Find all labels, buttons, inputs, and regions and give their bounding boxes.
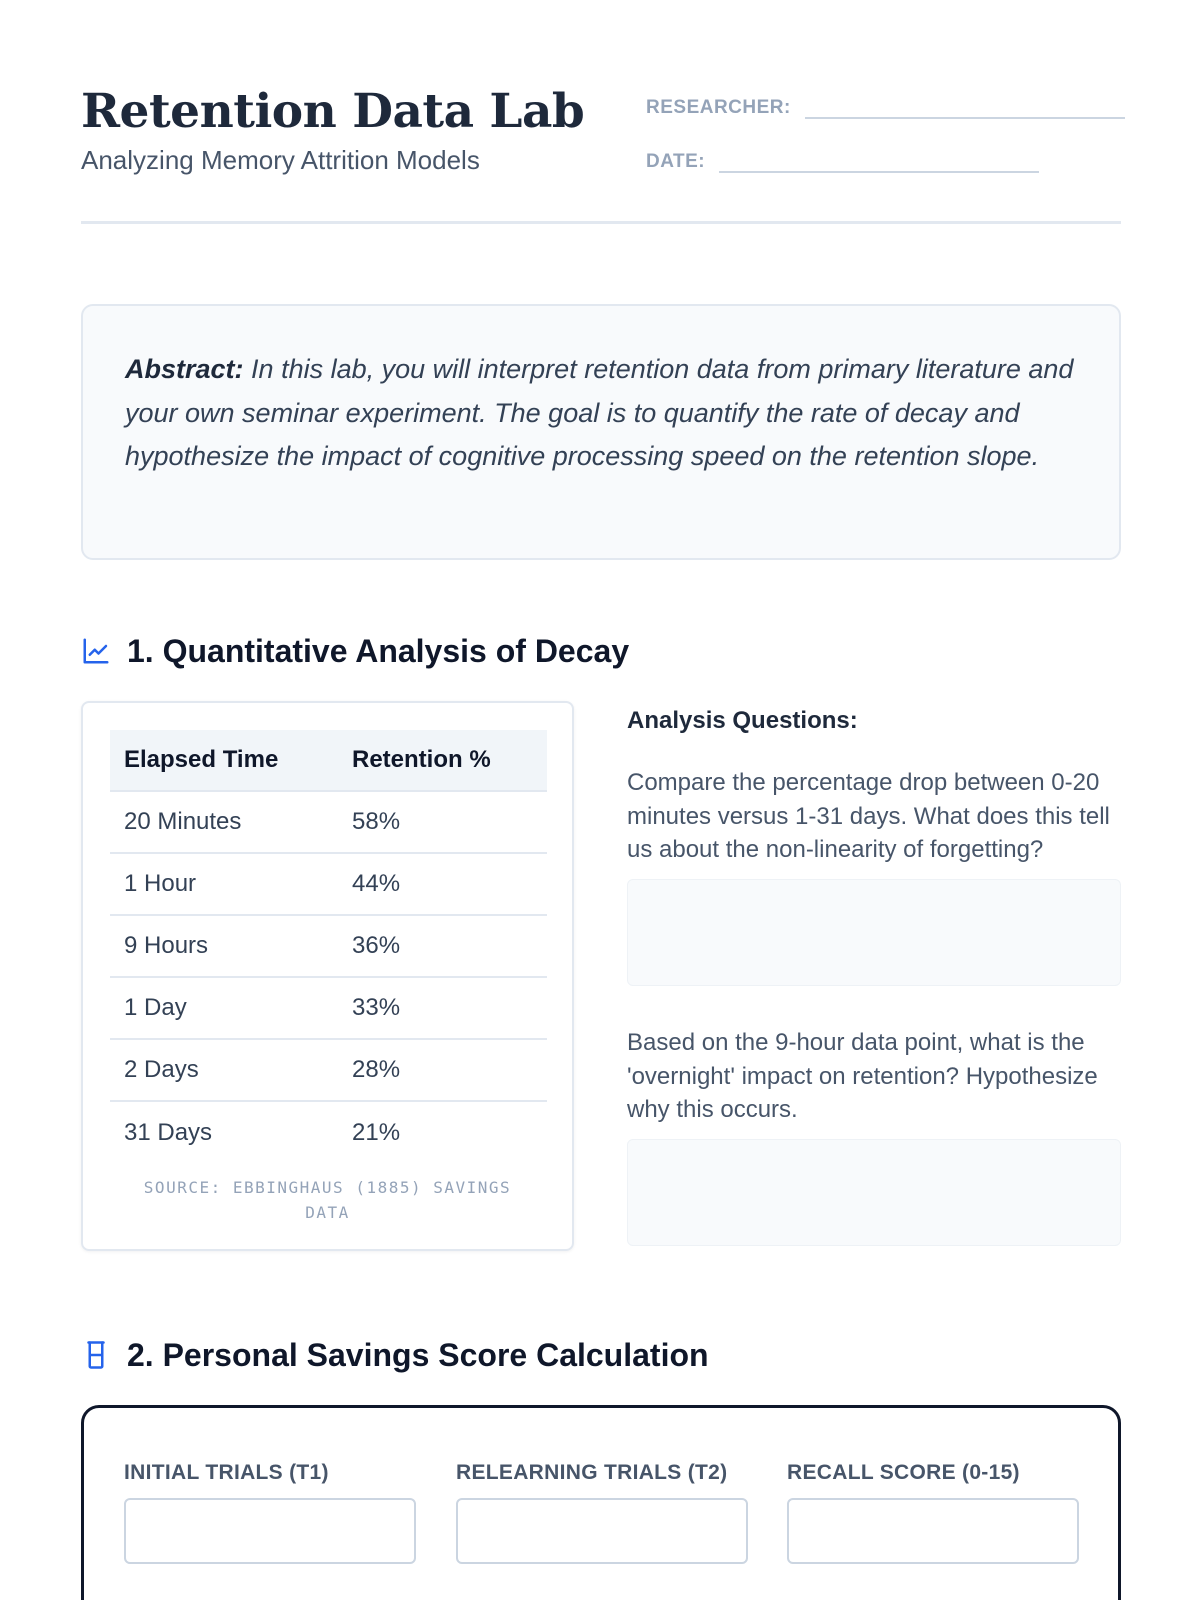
analysis-questions	[627, 706, 1121, 1123]
table-row	[110, 853, 547, 915]
abstract-box	[81, 304, 1121, 560]
question-1-text: Compare the percentage drop between 0-20 minutes versus 1-31 days. What does this tell us about the non-linearity of forgetting?	[627, 769, 1110, 863]
section-2-heading	[81, 1337, 709, 1373]
elapsed-time-cell: 31 Days	[124, 1118, 213, 1146]
table-row	[110, 915, 547, 977]
relearning-trials-field	[456, 1460, 748, 1564]
elapsed-time-cell: 2 Days	[110, 1039, 338, 1101]
savings-calculation-card	[81, 1405, 1121, 1600]
column-header-retention: Retention %	[338, 730, 547, 791]
researcher-row	[646, 95, 1125, 119]
date-field[interactable]	[719, 149, 1039, 173]
retention-cell: 44%	[338, 853, 547, 915]
line-chart-icon	[81, 636, 111, 666]
initial-trials-label: INITIAL TRIALS (T1)	[124, 1461, 329, 1484]
elapsed-time-cell: 20 Minutes	[110, 791, 338, 853]
table-row	[110, 1039, 547, 1101]
elapsed-time-cell: 9 Hours	[110, 915, 338, 977]
question-2-text: Based on the 9-hour data point, what is the 'overnight' impact on retention? Hypothesize why this occurs.	[627, 1029, 1098, 1123]
date-label: DATE:	[646, 151, 706, 172]
beaker-icon	[81, 1340, 111, 1370]
table-row	[110, 1101, 547, 1163]
initial-trials-input[interactable]	[124, 1498, 416, 1564]
retention-cell: 21%	[352, 1118, 401, 1146]
recall-score-input[interactable]	[787, 1498, 1079, 1564]
elapsed-time-cell: 1 Hour	[110, 853, 338, 915]
initial-trials-field	[124, 1460, 416, 1564]
table-source-caption: SOURCE: EBBINGHAUS (1885) SAVINGS DATA	[143, 1178, 512, 1222]
question-1-answer-box[interactable]	[627, 879, 1121, 986]
section-1-heading	[81, 633, 629, 669]
recall-score-label: RECALL SCORE (0-15)	[787, 1461, 1020, 1484]
retention-table	[110, 730, 547, 1163]
elapsed-time-cell: 1 Day	[110, 977, 338, 1039]
page-subtitle: Analyzing Memory Attrition Models	[81, 145, 480, 175]
abstract-label: Abstract:	[125, 354, 244, 384]
date-row	[646, 149, 1039, 173]
abstract-text: In this lab, you will interpret retention data from primary literature and your own seminar experiment. The goal is to quantify the rate of decay and hypothesize the impact of cognitive processing speed on the retention slope.	[125, 354, 1074, 471]
researcher-field[interactable]	[805, 95, 1125, 119]
retention-cell: 28%	[338, 1039, 547, 1101]
retention-table-card	[81, 701, 574, 1251]
abstract-paragraph	[125, 348, 1079, 479]
page-header	[81, 86, 1121, 224]
researcher-label: RESEARCHER:	[646, 97, 791, 118]
table-row	[110, 977, 547, 1039]
recall-score-field	[787, 1460, 1079, 1564]
table-header-row	[110, 730, 547, 791]
analysis-questions-heading: Analysis Questions:	[627, 707, 858, 734]
question-2-answer-box[interactable]	[627, 1139, 1121, 1246]
retention-cell: 36%	[338, 915, 547, 977]
retention-cell: 58%	[338, 791, 547, 853]
relearning-trials-label: RELEARNING TRIALS (T2)	[456, 1461, 728, 1484]
column-header-elapsed-time: Elapsed Time	[110, 730, 338, 791]
section-2-title: 2. Personal Savings Score Calculation	[127, 1337, 709, 1373]
page-title: Retention Data Lab	[81, 84, 585, 139]
relearning-trials-input[interactable]	[456, 1498, 748, 1564]
retention-cell: 33%	[338, 977, 547, 1039]
table-row	[110, 791, 547, 853]
section-1-title: 1. Quantitative Analysis of Decay	[127, 633, 630, 669]
